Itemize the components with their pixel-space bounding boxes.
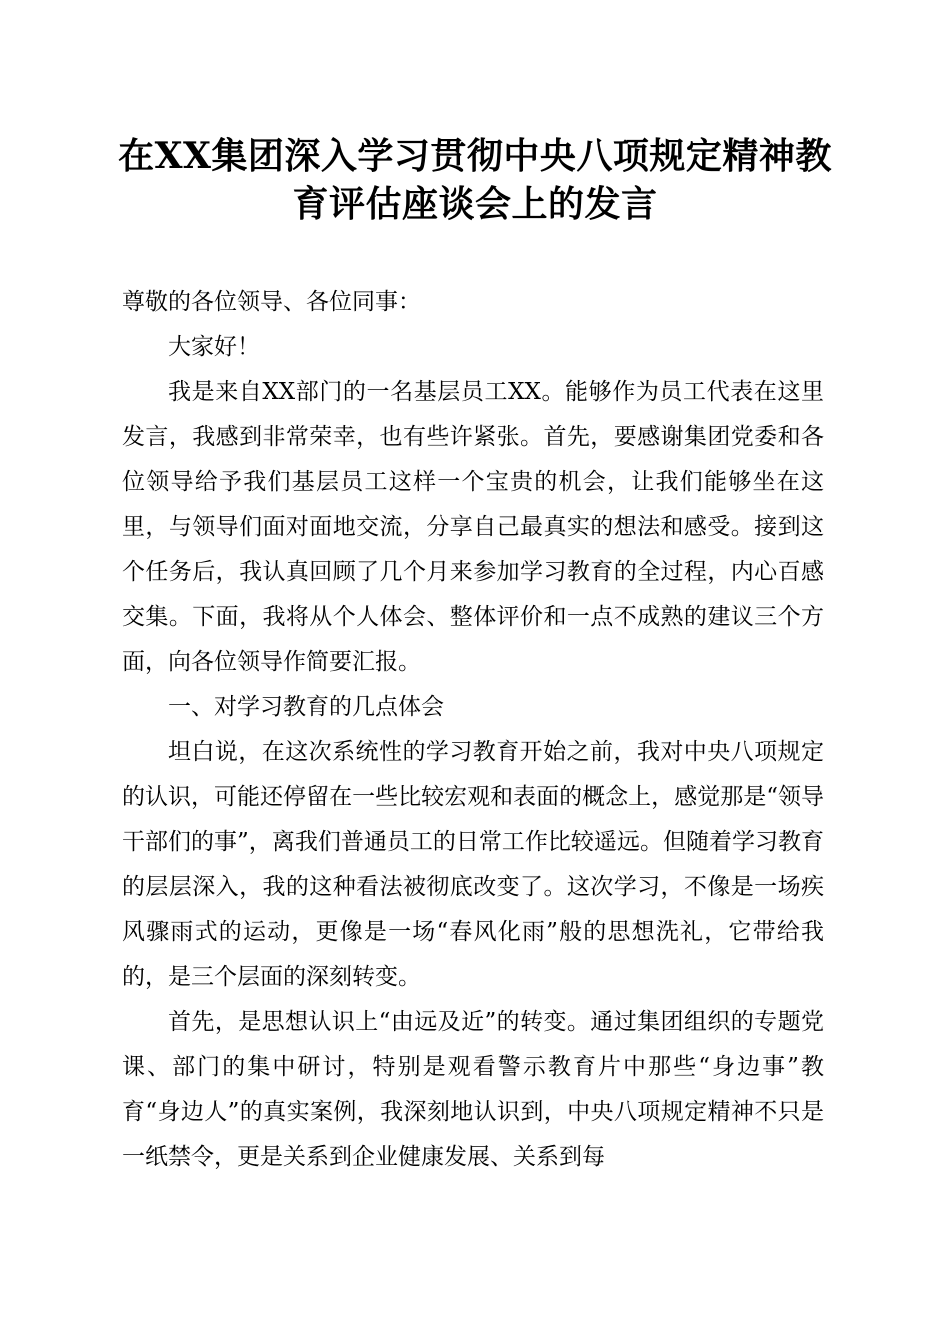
section-heading-1: 一、对学习教育的几点体会 — [168, 694, 444, 720]
greeting: 大家好！ — [168, 334, 260, 360]
paragraph-introduction: 我是来自XX部门的一名基层员工XX。能够作为员工代表在这里发言，我感到非常荣幸，也有些许紧张。首先，要感谢集团党委和各位领导给予我们基层员工这样一个宝贵的机会，让我们能够坐在这里，与领导们面对面地交流，分享自己最真实的想法和感受。接到这个任务后，我认真回顾了几个月来参加学习教育的全过程，内心百感交集。下面，我将从个人体会、整体评价和一点不成熟的建议三个方面，向各位领导作简要汇报。 — [122, 379, 824, 675]
document-body — [122, 280, 824, 1180]
paragraph-section-1-intro: 坦白说，在这次系统性的学习教育开始之前，我对中央八项规定的认识，可能还停留在一些比较宏观和表面的概念上，感觉那是“领导干部们的事”，离我们普通员工的日常工作比较遥远。但随着学习教育的层层深入，我的这种看法被彻底改变了。这次学习，不像是一场疾风骤雨式的运动，更像是一场“春风化雨”般的思想洗礼，它带给我的，是三个层面的深刻转变。 — [122, 739, 824, 990]
salutation: 尊敬的各位领导、各位同事： — [122, 289, 421, 315]
paragraph-section-1-point-1: 首先，是思想认识上“由远及近”的转变。通过集团组织的专题党课、部门的集中研讨，特别是观看警示教育片中那些“身边事”教育“身边人”的真实案例，我深刻地认识到，中央八项规定精神不只是一纸禁令，更是关系到企业健康发展、关系到每 — [122, 1009, 824, 1170]
document-title: 在XX集团深入学习贯彻中央八项规定精神教育评估座谈会上的发言 — [118, 135, 832, 225]
